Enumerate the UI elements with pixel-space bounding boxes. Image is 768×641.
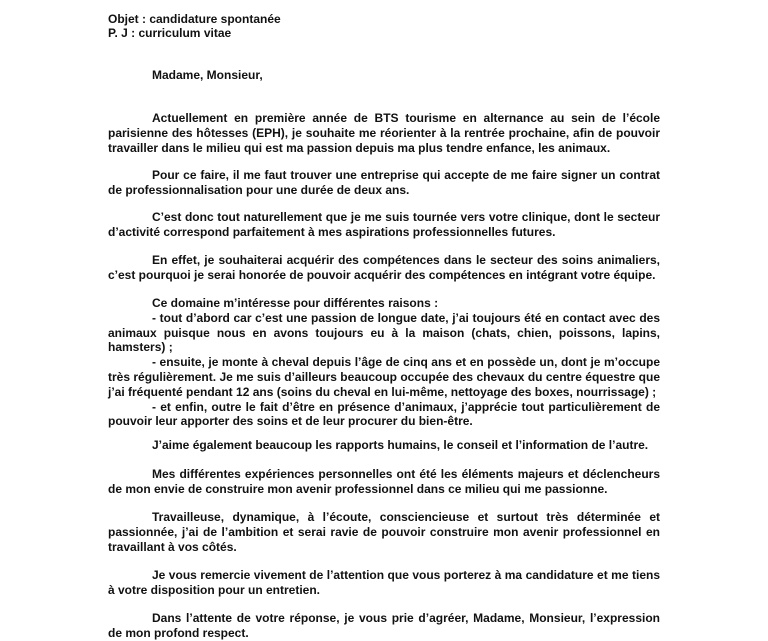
salutation: Madame, Monsieur, (152, 68, 263, 82)
paragraph-thanks: Je vous remercie vivement de l’attention que vous porterez à ma candidature et me tiens à votre disposition pour un entretien. (108, 568, 660, 597)
paragraph-goal: Pour ce faire, il me faut trouver une entreprise qui accepte de me faire signer un contrat de professionnalisation pour une durée de deux ans. (108, 168, 660, 197)
attachment-line: P. J : curriculum vitae (108, 26, 232, 40)
paragraph-experiences: Mes différentes expériences personnelles ont été les éléments majeurs et déclencheurs de mon envie de construire mon avenir professionnel dans ce milieu qui me passionne. (108, 467, 660, 496)
paragraph-intro: Actuellement en première année de BTS tourisme en alternance au sein de l’école parisienne des hôtesses (EPH), je souhaite me réorienter à la rentrée prochaine, afin de pouvoir travailler dans le milieu qui est ma passion depuis ma plus tendre enfance, les animaux. (108, 111, 660, 155)
subject-line: Objet : candidature spontanée (108, 12, 281, 26)
reasons-block (108, 296, 660, 429)
paragraph-qualities: Travailleuse, dynamique, à l’écoute, consciencieuse et surtout très déterminée et passionnée, j’ai de l’ambition et serai ravie de pouvoir construire mon avenir professionnel en travaillant à vos côtés. (108, 510, 660, 554)
paragraph-clinic: C’est donc tout naturellement que je me suis tournée vers votre clinique, dont le secteur d’activité correspond parfaitement à mes aspirations professionnelles futures. (108, 210, 660, 239)
paragraph-human-relations: J’aime également beaucoup les rapports humains, le conseil et l’information de l’autre. (152, 438, 649, 452)
paragraph-skills: En effet, je souhaiterai acquérir des compétences dans le secteur des soins animaliers, c’est pourquoi je serai honorée de pouvoir acquérir des compétences en intégrant votre équipe. (108, 253, 660, 282)
reason-item-1: - tout d’abord car c’est une passion de longue date, j’ai toujours été en contact avec des animaux puisque nous en avons toujours eu à la maison (chats, chien, poissons, lapins, hamsters) ; (108, 310, 660, 355)
reason-item-3: - et enfin, outre le fait d’être en présence d’animaux, j’apprécie tout particulièrement de pouvoir leur apporter des soins et de leur procurer du bien-être. (108, 399, 660, 429)
reasons-intro: Ce domaine m’intéresse pour différentes raisons : (152, 296, 439, 310)
paragraph-closing: Dans l’attente de votre réponse, je vous prie d’agréer, Madame, Monsieur, l’expression de mon profond respect. (108, 611, 660, 640)
reason-item-2: - ensuite, je monte à cheval depuis l’âge de cinq ans et en possède un, dont je m’occupe très régulièrement. Je me suis d’ailleurs beaucoup occupée des chevaux du centre équestre que j’ai fréquenté pendant 12 ans (soins du cheval en lui-même, nettoyage des boxes, nourrissage) ; (108, 355, 660, 399)
